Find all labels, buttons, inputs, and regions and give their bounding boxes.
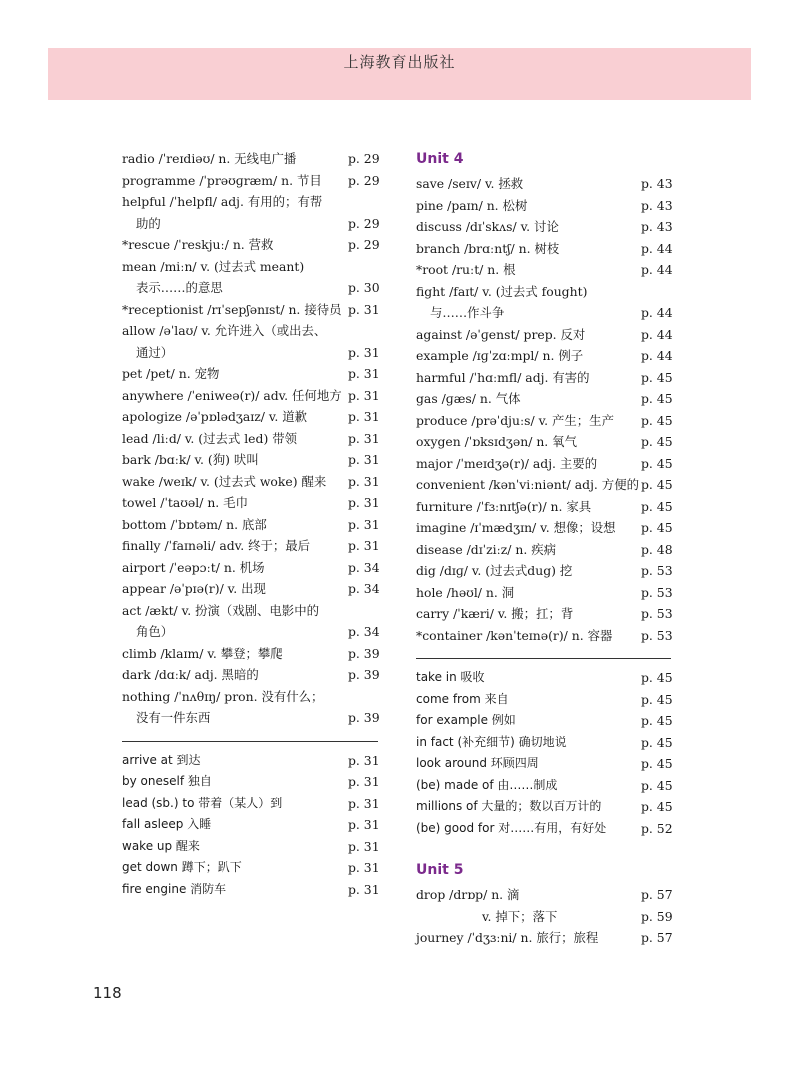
vocab-text: [416, 216, 641, 238]
vocab-entry: [122, 471, 378, 493]
phrase-text: fall asleep 入睡: [122, 817, 212, 831]
vocab-entry: [416, 173, 671, 195]
vocab-entry: [416, 539, 671, 561]
vocab-headword-line: against /əˈɡenst/ prep. 反对: [416, 326, 586, 342]
vocab-entry: [122, 686, 378, 729]
vocab-headword-line: carry /ˈkæri/ v. 搬；扛；背: [416, 606, 574, 621]
vocab-entry: [122, 449, 378, 471]
vocab-page-ref: p. 31: [348, 344, 380, 360]
vocab-headword-line: produce /prəˈdjuːs/ v. 产生；生产: [416, 412, 614, 428]
vocab-headword-line: branch /brɑːntʃ/ n. 树枝: [416, 240, 560, 256]
vocab-text: [416, 410, 641, 432]
phrase-page-ref: p. 31: [348, 838, 380, 854]
vocab-headword-line: allow /əˈlaʊ/ v. 允许进入（或出去、: [122, 323, 327, 338]
vocab-page-ref: p. 43: [641, 176, 673, 191]
vocab-entry: [122, 643, 378, 665]
vocab-page-ref: p. 29: [348, 237, 380, 252]
vocab-headword-line: bark /bɑːk/ v. (狗) 吠叫: [122, 452, 259, 467]
vocab-headword-line: airport /ˈeəpɔːt/ n. 机场: [122, 559, 265, 575]
vocab-entry: [122, 514, 378, 536]
phrase-text: for example 例如: [416, 713, 516, 727]
phrase-text: (be) made of 由……制成: [416, 777, 558, 792]
vocab-page-ref: p. 57: [641, 930, 673, 945]
vocab-headword-line: harmful /ˈhɑːmfl/ adj. 有害的: [416, 369, 590, 385]
vocab-page-ref: p. 31: [348, 473, 380, 489]
vocab-entry: [416, 281, 671, 324]
vocab-page-ref: p. 31: [348, 301, 380, 317]
phrase-page-ref: p. 45: [641, 691, 673, 707]
vocab-text: [122, 514, 348, 536]
vocab-headword-line: pet /pet/ n. 宠物: [122, 366, 220, 381]
unit-4-word-list: [416, 173, 671, 646]
vocab-text: [122, 643, 348, 665]
vocab-entry: [416, 431, 671, 453]
vocab-page-ref: p. 31: [348, 387, 380, 403]
vocab-headword-line: hole /həʊl/ n. 洞: [416, 584, 515, 600]
vocab-text: [122, 234, 348, 256]
vocab-entry: [416, 216, 671, 238]
vocab-page-ref: p. 31: [348, 430, 380, 446]
vocab-entry: [122, 664, 378, 686]
publisher-name: 上海教育出版社: [343, 53, 456, 71]
vocab-headword-line: lead /liːd/ v. (过去式 led) 带领: [122, 430, 298, 446]
vocab-entry: [122, 191, 378, 234]
vocab-text: [122, 406, 348, 428]
vocab-page-ref: p. 48: [641, 541, 673, 557]
vocab-entry: [122, 170, 378, 192]
vocab-entry: [122, 320, 378, 363]
vocab-text: [416, 259, 641, 281]
vocab-headword-line: *container /kənˈteɪnə(r)/ n. 容器: [416, 627, 613, 643]
vocab-text: [122, 600, 348, 643]
vocab-text: [122, 256, 348, 299]
phrase-text: come from 来自: [416, 691, 509, 706]
vocab-page-ref: p. 31: [348, 452, 380, 467]
vocab-text: [416, 388, 641, 410]
vocab-entry: [122, 234, 378, 256]
left-divider: [122, 741, 378, 742]
vocab-page-ref: p. 34: [348, 581, 380, 596]
vocab-text: [122, 299, 348, 321]
vocab-page-ref: p. 43: [641, 219, 673, 234]
vocab-page-ref: p. 45: [641, 391, 673, 406]
vocab-headword-line: mean /miːn/ v. (过去式 meant): [122, 258, 305, 274]
vocab-headword-line: dig /dɪɡ/ v. (过去式dug) 挖: [416, 563, 573, 578]
phrase-text: (be) good for 对……有用，有好处: [416, 820, 607, 835]
vocab-page-ref: p. 45: [641, 455, 673, 471]
vocab-page-ref: p. 34: [348, 559, 380, 575]
vocab-page-ref: p. 44: [641, 262, 673, 277]
vocab-page-ref: p. 45: [641, 520, 673, 535]
vocab-page-ref: p. 31: [348, 366, 380, 381]
left-column: [122, 148, 378, 900]
vocab-page-ref: p. 31: [348, 409, 380, 424]
phrase-page-ref: p. 31: [348, 817, 380, 832]
vocab-headword-line: discuss /dɪˈskʌs/ v. 讨论: [416, 219, 559, 234]
vocab-page-ref: p. 44: [641, 348, 673, 363]
vocab-text: [416, 367, 641, 389]
vocab-headword-line: radio /ˈreɪdiəʊ/ n. 无线电广播: [122, 151, 297, 166]
vocab-text: [122, 578, 348, 600]
vocab-entry: [416, 324, 671, 346]
vocab-text: [416, 517, 641, 539]
vocab-entry: [416, 474, 671, 496]
phrase-text: arrive at 到达: [122, 752, 201, 767]
vocab-page-ref: p. 31: [348, 538, 380, 553]
vocab-entry: [122, 578, 378, 600]
vocab-page-ref: p. 39: [348, 645, 380, 661]
vocab-page-ref: p. 45: [641, 434, 673, 449]
vocab-continuation-line: 与……作斗争: [430, 305, 505, 320]
unit-4-phrase-list: [416, 667, 671, 839]
vocab-headword-line: example /ɪɡˈzɑːmpl/ n. 例子: [416, 348, 584, 363]
left-phrase-list: [122, 750, 378, 901]
phrase-entry: [416, 689, 671, 711]
vocab-headword-line: towel /ˈtaʊəl/ n. 毛巾: [122, 495, 248, 510]
vocab-entry: [416, 517, 671, 539]
phrase-page-ref: p. 45: [641, 734, 673, 750]
vocab-entry: [416, 906, 671, 928]
vocab-text: [416, 345, 641, 367]
vocab-entry: [416, 625, 671, 647]
vocab-headword-line: apologize /əˈpɒlədʒaɪz/ v. 道歉: [122, 409, 308, 424]
vocab-text: [122, 664, 348, 686]
vocab-text: [416, 603, 641, 625]
vocab-page-ref: p. 34: [348, 624, 380, 639]
vocab-text: [122, 320, 348, 363]
vocab-text: [416, 474, 641, 496]
vocab-headword-line: nothing /ˈnʌθɪŋ/ pron. 没有什么；: [122, 688, 324, 704]
phrase-page-ref: p. 31: [348, 795, 380, 811]
phrase-text: lead (sb.) to 带着（某人）到: [122, 795, 283, 810]
vocab-headword-line: convenient /kənˈviːniənt/ adj. 方便的: [416, 477, 639, 492]
right-column: [416, 148, 671, 949]
vocab-entry: [416, 582, 671, 604]
vocab-headword-line: major /ˈmeɪdʒə(r)/ adj. 主要的: [416, 455, 598, 471]
vocab-headword-line: dark /dɑːk/ adj. 黑暗的: [122, 667, 259, 682]
vocab-entry: [122, 492, 378, 514]
vocab-text: [416, 324, 641, 346]
phrase-text: in fact (补充细节) 确切地说: [416, 734, 567, 749]
vocab-text: v. 掉下；落下: [482, 908, 558, 924]
phrase-entry: [122, 814, 378, 836]
vocab-entry: [416, 927, 671, 949]
phrase-text: fire engine 消防车: [122, 881, 227, 896]
vocab-headword-line: gas /ɡæs/ n. 气体: [416, 391, 521, 406]
phrase-entry: [416, 818, 671, 840]
vocab-continuation-line: 角色）: [136, 624, 174, 639]
vocab-text: [122, 471, 348, 493]
vocab-text: [122, 449, 348, 471]
phrase-entry: [122, 857, 378, 879]
vocab-headword-line: anywhere /ˈeniweə(r)/ adv. 任何地方: [122, 387, 342, 403]
vocab-text: [122, 363, 348, 385]
phrase-page-ref: p. 45: [641, 756, 673, 771]
phrase-page-ref: p. 45: [641, 777, 673, 793]
vocab-text: [416, 625, 641, 647]
vocab-entry: [416, 195, 671, 217]
vocab-headword-line: finally /ˈfaɪnəli/ adv. 终于；最后: [122, 538, 311, 553]
vocab-entry: [122, 557, 378, 579]
vocab-entry: [416, 884, 671, 906]
vocab-page-ref: p. 45: [641, 498, 673, 514]
phrase-text: get down 蹲下；趴下: [122, 860, 242, 874]
vocab-entry: [122, 299, 378, 321]
vocab-entry: [122, 600, 378, 643]
vocab-headword-line: helpful /ˈhelpfl/ adj. 有用的；有帮: [122, 194, 323, 209]
phrase-entry: [416, 732, 671, 754]
phrase-entry: [416, 667, 671, 689]
vocab-page-ref: p. 43: [641, 197, 673, 213]
phrase-entry: [122, 771, 378, 793]
phrase-page-ref: p. 45: [641, 670, 673, 685]
vocab-page-ref: p. 59: [641, 908, 673, 924]
vocab-headword-line: programme /ˈprəʊɡræm/ n. 节目: [122, 172, 322, 188]
phrase-page-ref: p. 31: [348, 752, 380, 768]
vocab-page-ref: p. 31: [348, 495, 380, 510]
phrase-page-ref: p. 31: [348, 774, 380, 789]
publisher-banner: [48, 48, 751, 100]
vocab-page-ref: p. 44: [641, 240, 673, 256]
vocab-headword-line: wake /weɪk/ v. (过去式 woke) 醒来: [122, 473, 327, 489]
vocab-entry: [416, 388, 671, 410]
vocab-continuation-line: 通过）: [136, 344, 174, 360]
vocab-text: [122, 385, 348, 407]
vocab-page-ref: p. 57: [641, 887, 673, 902]
vocab-entry: [122, 148, 378, 170]
vocab-headword-line: *receptionist /rɪˈsepʃənɪst/ n. 接待员: [122, 301, 342, 317]
phrase-text: look around 环顾四周: [416, 756, 539, 770]
phrase-entry: [416, 796, 671, 818]
vocab-headword-line: *rescue /ˈreskjuː/ n. 营救: [122, 237, 274, 252]
vocab-text: [416, 431, 641, 453]
phrase-entry: [416, 775, 671, 797]
vocab-text: [122, 148, 348, 170]
vocab-page-ref: p. 53: [641, 563, 673, 578]
vocab-entry: [416, 367, 671, 389]
phrase-page-ref: p. 45: [641, 713, 673, 728]
vocab-entry: [122, 385, 378, 407]
vocab-text: [416, 173, 641, 195]
vocab-text: [416, 238, 641, 260]
vocab-entry: [416, 603, 671, 625]
vocab-headword-line: climb /klaɪm/ v. 攀登；攀爬: [122, 645, 283, 661]
vocab-continuation-line: 没有一件东西: [136, 710, 211, 725]
phrase-entry: [122, 750, 378, 772]
vocab-text: [416, 195, 641, 217]
vocab-page-ref: p. 53: [641, 584, 673, 600]
vocab-entry: [122, 428, 378, 450]
phrase-text: millions of 大量的；数以百万计的: [416, 799, 602, 813]
phrase-entry: [122, 879, 378, 901]
vocab-entry: [122, 535, 378, 557]
vocab-page-ref: p. 44: [641, 305, 673, 320]
vocab-page-ref: p. 45: [641, 477, 673, 492]
vocab-entry: [122, 256, 378, 299]
vocab-headword-line: fight /faɪt/ v. (过去式 fought): [416, 283, 588, 299]
vocab-page-ref: p. 39: [348, 710, 380, 725]
phrase-entry: [416, 710, 671, 732]
vocab-text: [122, 686, 348, 729]
phrase-page-ref: p. 31: [348, 881, 380, 897]
vocab-text: [122, 535, 348, 557]
vocab-page-ref: p. 53: [641, 627, 673, 643]
vocab-page-ref: p. 44: [641, 326, 673, 342]
phrase-entry: [416, 753, 671, 775]
vocab-text: drop /drɒp/ n. 滴: [416, 887, 520, 902]
phrase-entry: [122, 836, 378, 858]
vocab-page-ref: p. 29: [348, 151, 380, 166]
vocab-headword-line: bottom /ˈbɒtəm/ n. 底部: [122, 516, 267, 532]
vocab-text: [416, 453, 641, 475]
phrase-entry: [122, 793, 378, 815]
phrase-page-ref: p. 31: [348, 860, 380, 875]
vocab-text: [416, 560, 641, 582]
vocab-page-ref: p. 53: [641, 606, 673, 621]
right-divider: [416, 658, 671, 659]
vocab-text: [122, 492, 348, 514]
vocab-entry: [416, 238, 671, 260]
vocab-text: [416, 281, 641, 324]
vocab-headword-line: oxygen /ˈɒksɪdʒən/ n. 氧气: [416, 434, 577, 449]
vocab-entry: [122, 406, 378, 428]
vocab-continuation-line: 表示……的意思: [136, 280, 223, 295]
unit-5-title: Unit 5: [416, 862, 464, 878]
vocab-text: [122, 557, 348, 579]
unit-4-title: Unit 4: [416, 151, 464, 167]
unit-5-word-list: [416, 884, 671, 949]
vocab-entry: [416, 453, 671, 475]
vocab-continuation-line: 助的: [136, 215, 161, 231]
phrase-text: by oneself 独自: [122, 774, 212, 788]
vocab-entry: [416, 560, 671, 582]
vocab-page-ref: p. 39: [348, 667, 380, 682]
vocab-text: journey /ˈdʒɜːni/ n. 旅行；旅程: [416, 930, 599, 945]
vocab-headword-line: disease /dɪˈziːz/ n. 疾病: [416, 541, 557, 557]
vocab-headword-line: appear /əˈpɪə(r)/ v. 出现: [122, 581, 266, 596]
vocab-text: [416, 496, 641, 518]
vocab-headword-line: imagine /ɪˈmædʒɪn/ v. 想像；设想: [416, 520, 616, 535]
vocab-entry: [416, 345, 671, 367]
vocab-text: [122, 428, 348, 450]
vocab-page-ref: p. 30: [348, 280, 380, 295]
vocab-page-ref: p. 45: [641, 412, 673, 428]
left-word-list: [122, 148, 378, 729]
phrase-text: wake up 醒来: [122, 838, 200, 853]
vocab-headword-line: act /ækt/ v. 扮演（戏剧、电影中的: [122, 602, 319, 618]
vocab-entry: [122, 363, 378, 385]
vocab-headword-line: save /seɪv/ v. 拯救: [416, 176, 524, 191]
vocab-text: [122, 191, 348, 234]
vocab-page-ref: p. 29: [348, 172, 380, 188]
page-number: 118: [93, 984, 122, 1002]
vocab-page-ref: p. 31: [348, 516, 380, 532]
phrase-text: take in 吸收: [416, 670, 485, 684]
vocab-entry: [416, 410, 671, 432]
vocab-headword-line: pine /paɪn/ n. 松树: [416, 197, 528, 213]
phrase-page-ref: p. 52: [641, 820, 673, 836]
vocab-headword-line: furniture /ˈfɜːnɪtʃə(r)/ n. 家具: [416, 498, 592, 514]
phrase-page-ref: p. 45: [641, 799, 673, 814]
vocab-page-ref: p. 29: [348, 215, 380, 231]
vocab-text: [122, 170, 348, 192]
vocab-page-ref: p. 45: [641, 369, 673, 385]
vocab-text: [416, 539, 641, 561]
vocab-entry: [416, 259, 671, 281]
vocab-text: [416, 582, 641, 604]
vocab-headword-line: *root /ruːt/ n. 根: [416, 262, 516, 277]
vocab-entry: [416, 496, 671, 518]
